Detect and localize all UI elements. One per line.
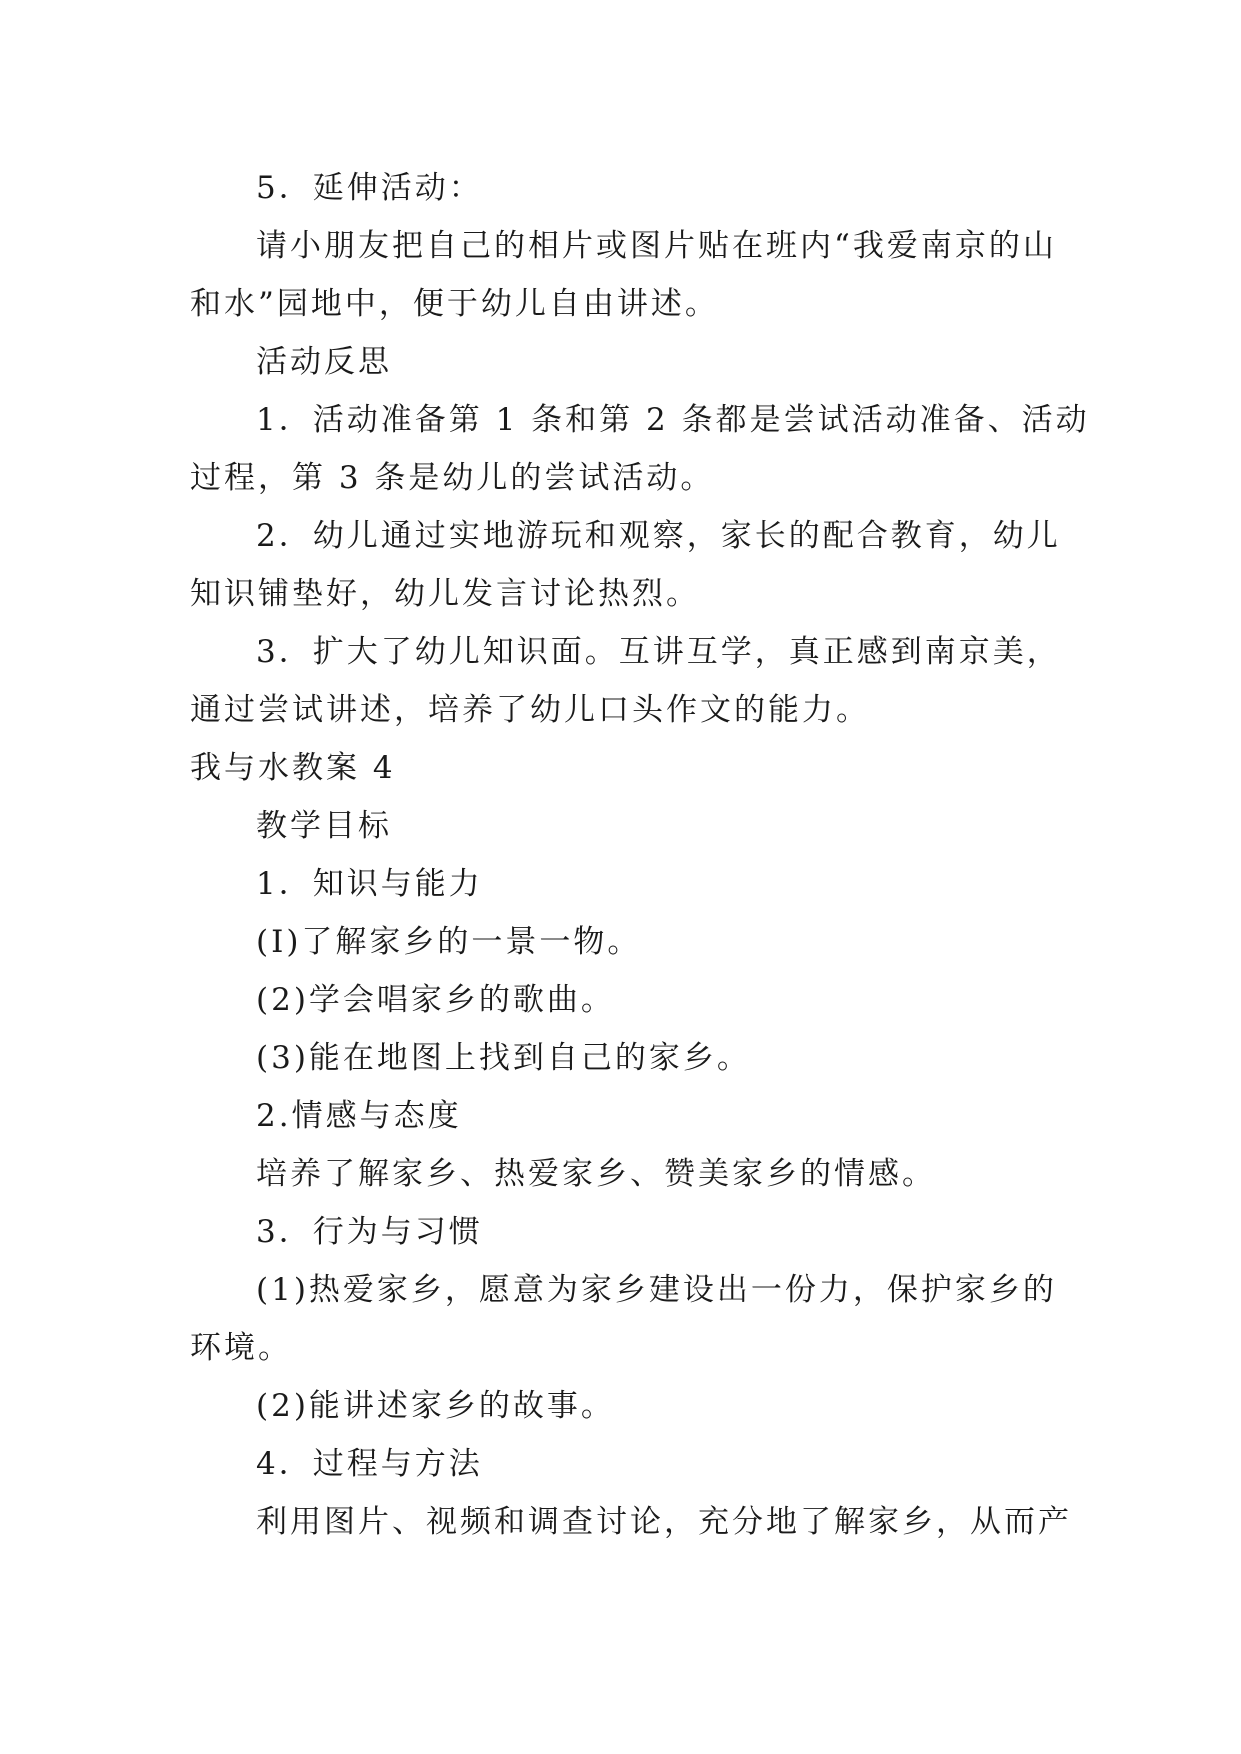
reflection-heading: 活动反思 [256,344,392,380]
section-title: 我与水教案 4 [190,750,396,786]
paragraph-line: 2．幼儿通过实地游玩和观察，家长的配合教育，幼儿 [256,518,1061,554]
paragraph-line: 请小朋友把自己的相片或图片贴在班内“我爱南京的山 [256,228,1057,264]
paragraph-line: 1．活动准备第 1 条和第 2 条都是尝试活动准备、活动 [256,402,1090,438]
goal-item: 培养了解家乡、热爱家乡、赞美家乡的情感。 [256,1156,936,1192]
goal-heading: 3．行为与习惯 [256,1214,483,1250]
goal-item: (I)了解家乡的一景一物。 [256,924,642,960]
goal-heading: 1．知识与能力 [256,866,483,902]
goal-item: (3)能在地图上找到自己的家乡。 [256,1040,751,1076]
paragraph-line: 利用图片、视频和调查讨论，充分地了解家乡，从而产 [256,1504,1072,1540]
goal-heading: 4．过程与方法 [256,1446,483,1482]
extension-activity-heading: 5．延伸活动： [256,170,483,206]
goal-heading: 2.情感与态度 [256,1098,462,1134]
paragraph-line: 过程，第 3 条是幼儿的尝试活动。 [190,460,715,496]
goal-item: (2)能讲述家乡的故事。 [256,1388,615,1424]
goal-item-continuation: 环境。 [190,1330,292,1366]
paragraph-line: 和水”园地中，便于幼儿自由讲述。 [190,286,719,322]
goal-item: (1)热爱家乡，愿意为家乡建设出一份力，保护家乡的 [256,1272,1057,1308]
paragraph-line: 知识铺垫好，幼儿发言讨论热烈。 [190,576,700,612]
paragraph-line: 3．扩大了幼儿知识面。互讲互学，真正感到南京美， [256,634,1061,670]
paragraph-line: 通过尝试讲述，培养了幼儿口头作文的能力。 [190,692,870,728]
goal-item: (2)学会唱家乡的歌曲。 [256,982,615,1018]
teaching-goals-heading: 教学目标 [256,808,392,844]
